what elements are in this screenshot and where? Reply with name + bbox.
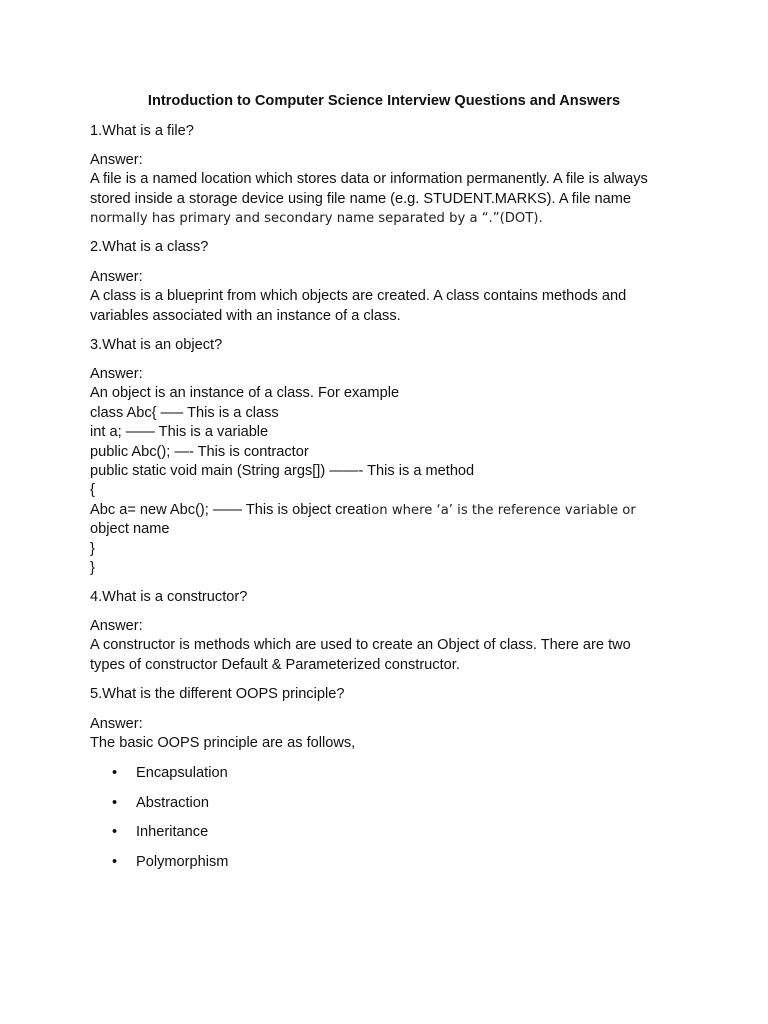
answer-1-line-1: A file is a named location which stores data or information permanently. A file is always [90,171,648,188]
answer-label: Answer: [90,618,143,634]
bullet-icon: • [112,794,118,811]
answer-3-line-9: } [90,540,95,557]
answer-3-line-6: { [90,482,95,499]
question-2: 2.What is a class? [90,239,209,255]
answer-3-line-5: public static void main (String args[]) ——- This is a method [90,463,475,480]
answer-1-line-2: stored inside a storage device using file name (e.g. STUDENT.MARKS). A file name [90,190,632,207]
answer-2-line-2: variables associated with an instance of a class. [90,307,401,324]
answer-3-line-3: int a; —— This is a variable [90,424,269,441]
answer-5 [90,715,690,754]
list-item-label: Inheritance [136,824,209,841]
question-3: 3.What is an object? [90,337,223,353]
answer-4 [90,617,690,675]
bullet-icon: • [112,854,118,871]
list-item-label: Encapsulation [136,765,228,781]
question-5: 5.What is the different OOPS principle? [90,686,345,702]
bullet-icon: • [112,824,118,841]
answer-4-line-2: types of constructor Default & Parameterized constructor. [90,656,460,673]
bullet-icon: • [112,765,118,781]
oops-principles-list [112,763,228,882]
answer-3-line-7a: Abc a= new Abc(); —— This is object creat [90,501,368,518]
answer-3-line-7 [90,501,690,520]
question-4: 4.What is a constructor? [90,589,248,605]
document-title: Introduction to Computer Science Interview Questions and Answers [147,93,621,109]
answer-2-line-1: A class is a blueprint from which objects are created. A class contains methods and [90,288,627,305]
answer-label: Answer: [90,366,143,382]
answer-3-line-8: object name [90,521,170,538]
answer-2 [90,268,690,326]
list-item-label: Abstraction [136,794,210,811]
list-item [112,763,228,793]
answer-3-line-2: class Abc{ —– This is a class [90,404,279,421]
answer-1 [90,151,690,229]
answer-5-intro: The basic OOPS principle are as follows, [90,735,356,752]
list-item-label: Polymorphism [136,854,229,871]
answer-3-line-10: } [90,560,95,577]
answer-3-line-4: public Abc(); —- This is contractor [90,443,309,460]
list-item [112,822,228,852]
question-1: 1.What is a file? [90,123,194,139]
answer-label: Answer: [90,152,143,168]
list-item [112,793,228,823]
answer-3-line-7b: ion where ‘a’ is the reference variable or [367,502,636,518]
answer-3-line-1: An object is an instance of a class. For example [90,385,400,402]
answer-1-line-3: normally has primary and secondary name separated by a “.”(DOT). [90,211,543,227]
answer-4-line-1: A constructor is methods which are used to create an Object of class. There are two [90,637,631,654]
answer-3 [90,365,690,578]
answer-label: Answer: [90,716,143,732]
answer-label: Answer: [90,269,143,285]
list-item [112,852,228,882]
